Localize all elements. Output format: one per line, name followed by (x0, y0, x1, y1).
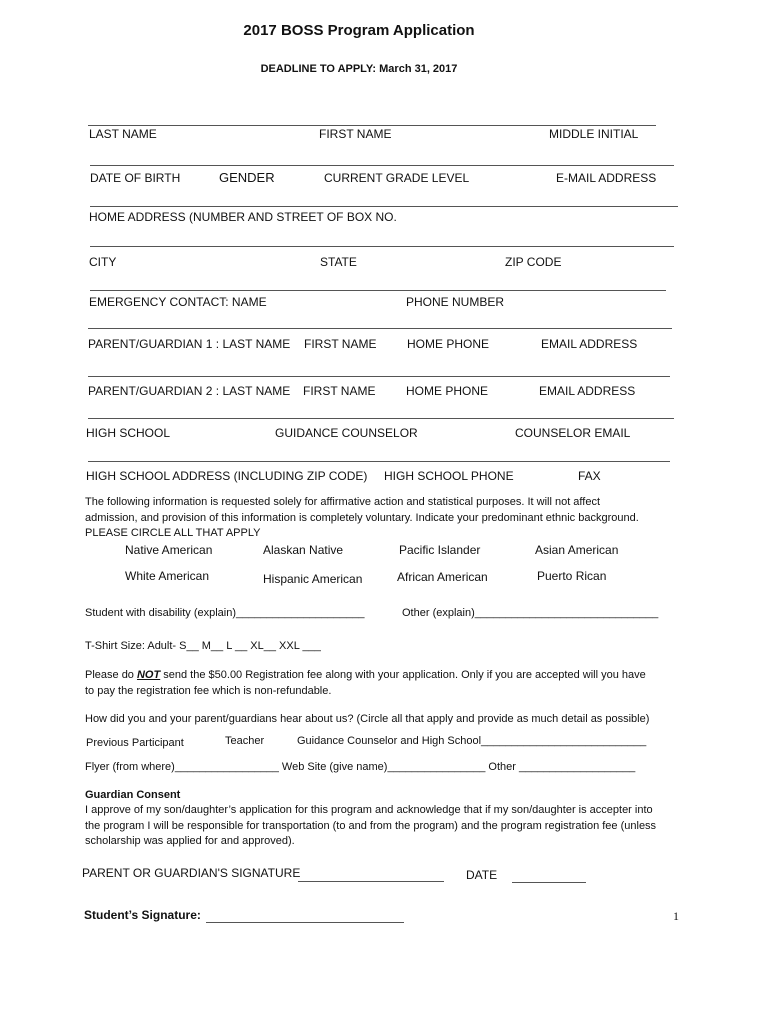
option-pacific-islander[interactable]: Pacific Islander (399, 543, 481, 557)
label-middle-initial: MIDDLE INITIAL (549, 127, 639, 141)
ethnic-line-3: PLEASE CIRCLE ALL THAT APPLY (85, 527, 261, 539)
label-city: CITY (89, 255, 117, 269)
label-grade-level: CURRENT GRADE LEVEL (324, 171, 470, 185)
label-parent2-home-phone: HOME PHONE (406, 384, 489, 398)
option-native-american[interactable]: Native American (125, 543, 213, 557)
option-african-american[interactable]: African American (397, 570, 488, 584)
hear-previous-participant[interactable]: Previous Participant (86, 737, 184, 749)
field-line-emergency[interactable] (90, 290, 666, 291)
consent-text (85, 803, 656, 850)
parent-signature-line[interactable] (298, 881, 444, 882)
hear-flyer-website-other[interactable]: Flyer (from where)_________________ Web Site (give name)________________ Other ___________________ (85, 761, 636, 773)
label-parent2-last-name: PARENT/GUARDIAN 2 : LAST NAME (88, 384, 291, 398)
student-signature-line[interactable] (206, 922, 404, 923)
label-parent2-email: EMAIL ADDRESS (539, 384, 636, 398)
fee-line-2: to pay the registration fee which is non-refundable. (85, 684, 332, 697)
fee-post: send the $50.00 Registration fee along with your application. Only if you are accepted will you have (160, 669, 646, 681)
label-parent1-home-phone: HOME PHONE (407, 337, 490, 351)
label-parent1-last-name: PARENT/GUARDIAN 1 : LAST NAME (88, 337, 291, 351)
label-parent1-first-name: FIRST NAME (304, 337, 377, 351)
other-field[interactable]: Other (explain)______________________________ (402, 607, 659, 619)
label-state: STATE (320, 255, 357, 269)
label-date-of-birth: DATE OF BIRTH (90, 171, 181, 185)
fee-line-1 (85, 668, 646, 684)
label-counselor-email: COUNSELOR EMAIL (515, 426, 631, 440)
field-line-city[interactable] (90, 246, 674, 247)
field-line-parent1[interactable] (88, 328, 672, 329)
label-emergency-contact: EMERGENCY CONTACT: NAME (89, 295, 267, 309)
ethnic-line-1: The following information is requested solely for affirmative action and statistical purposes. It will not affect (85, 496, 601, 508)
ethnic-statement (85, 495, 639, 542)
date-line[interactable] (512, 882, 586, 883)
label-first-name: FIRST NAME (319, 127, 392, 141)
field-line-high-school[interactable] (88, 418, 674, 419)
label-phone-number: PHONE NUMBER (406, 295, 505, 309)
disability-field[interactable]: Student with disability (explain)_____________________ (85, 607, 365, 619)
option-white-american[interactable]: White American (125, 569, 210, 583)
option-puerto-rican[interactable]: Puerto Rican (537, 569, 607, 583)
option-alaskan-native[interactable]: Alaskan Native (263, 543, 344, 557)
label-guidance-counselor: GUIDANCE COUNSELOR (275, 426, 418, 440)
fee-pre: Please do (85, 669, 137, 681)
label-home-address: HOME ADDRESS (NUMBER AND STREET OF BOX NO. (89, 210, 397, 224)
page-title: 2017 BOSS Program Application (243, 22, 475, 39)
consent-line-1: I approve of my son/daughter’s application for this program and acknowledge that if my son/daughter is accepter into (85, 804, 653, 816)
consent-heading: Guardian Consent (85, 789, 181, 801)
option-asian-american[interactable]: Asian American (535, 543, 619, 557)
hear-teacher[interactable]: Teacher (225, 735, 265, 747)
label-parent1-email: EMAIL ADDRESS (541, 337, 638, 351)
ethnic-line-2: admission, and provision of this information is completely voluntary. Indicate your predominant ethnic background. (85, 511, 639, 524)
label-fax: FAX (578, 469, 601, 483)
label-parent-signature: PARENT OR GUARDIAN'S SIGNATURE (82, 866, 301, 880)
field-line-parent2[interactable] (88, 376, 670, 377)
label-date: DATE (466, 868, 498, 882)
label-last-name: LAST NAME (89, 127, 157, 141)
field-line-hs-address[interactable] (88, 461, 670, 462)
label-gender: GENDER (219, 170, 275, 185)
hear-question: How did you and your parent/guardians hear about us? (Circle all that apply and provide as much detail as possible) (85, 713, 650, 725)
option-hispanic-american[interactable]: Hispanic American (263, 572, 363, 586)
hear-guidance-field[interactable]: Guidance Counselor and High School___________________________ (297, 735, 647, 747)
label-hs-phone: HIGH SCHOOL PHONE (384, 469, 514, 483)
tshirt-size-field[interactable]: T-Shirt Size: Adult- S__ M__ L __ XL__ XXL ___ (85, 640, 321, 652)
label-student-signature: Student’s Signature: (84, 908, 201, 922)
label-zip: ZIP CODE (505, 255, 562, 269)
consent-line-3: scholarship was applied for and approved). (85, 835, 295, 847)
fee-notice (85, 668, 646, 699)
page-number: 1 (673, 909, 679, 923)
consent-line-2: the program I will be responsible for transportation (to and from the program) and the program registration fee (unless (85, 819, 657, 832)
field-line-home-address[interactable] (90, 206, 678, 207)
label-high-school: HIGH SCHOOL (86, 426, 171, 440)
field-line-dob[interactable] (90, 165, 674, 166)
label-hs-address: HIGH SCHOOL ADDRESS (INCLUDING ZIP CODE) (86, 469, 368, 483)
field-line-name[interactable] (88, 125, 656, 126)
label-email: E-MAIL ADDRESS (556, 171, 657, 185)
fee-not: NOT (136, 669, 161, 681)
label-parent2-first-name: FIRST NAME (303, 384, 376, 398)
deadline: DEADLINE TO APPLY: March 31, 2017 (260, 63, 458, 75)
